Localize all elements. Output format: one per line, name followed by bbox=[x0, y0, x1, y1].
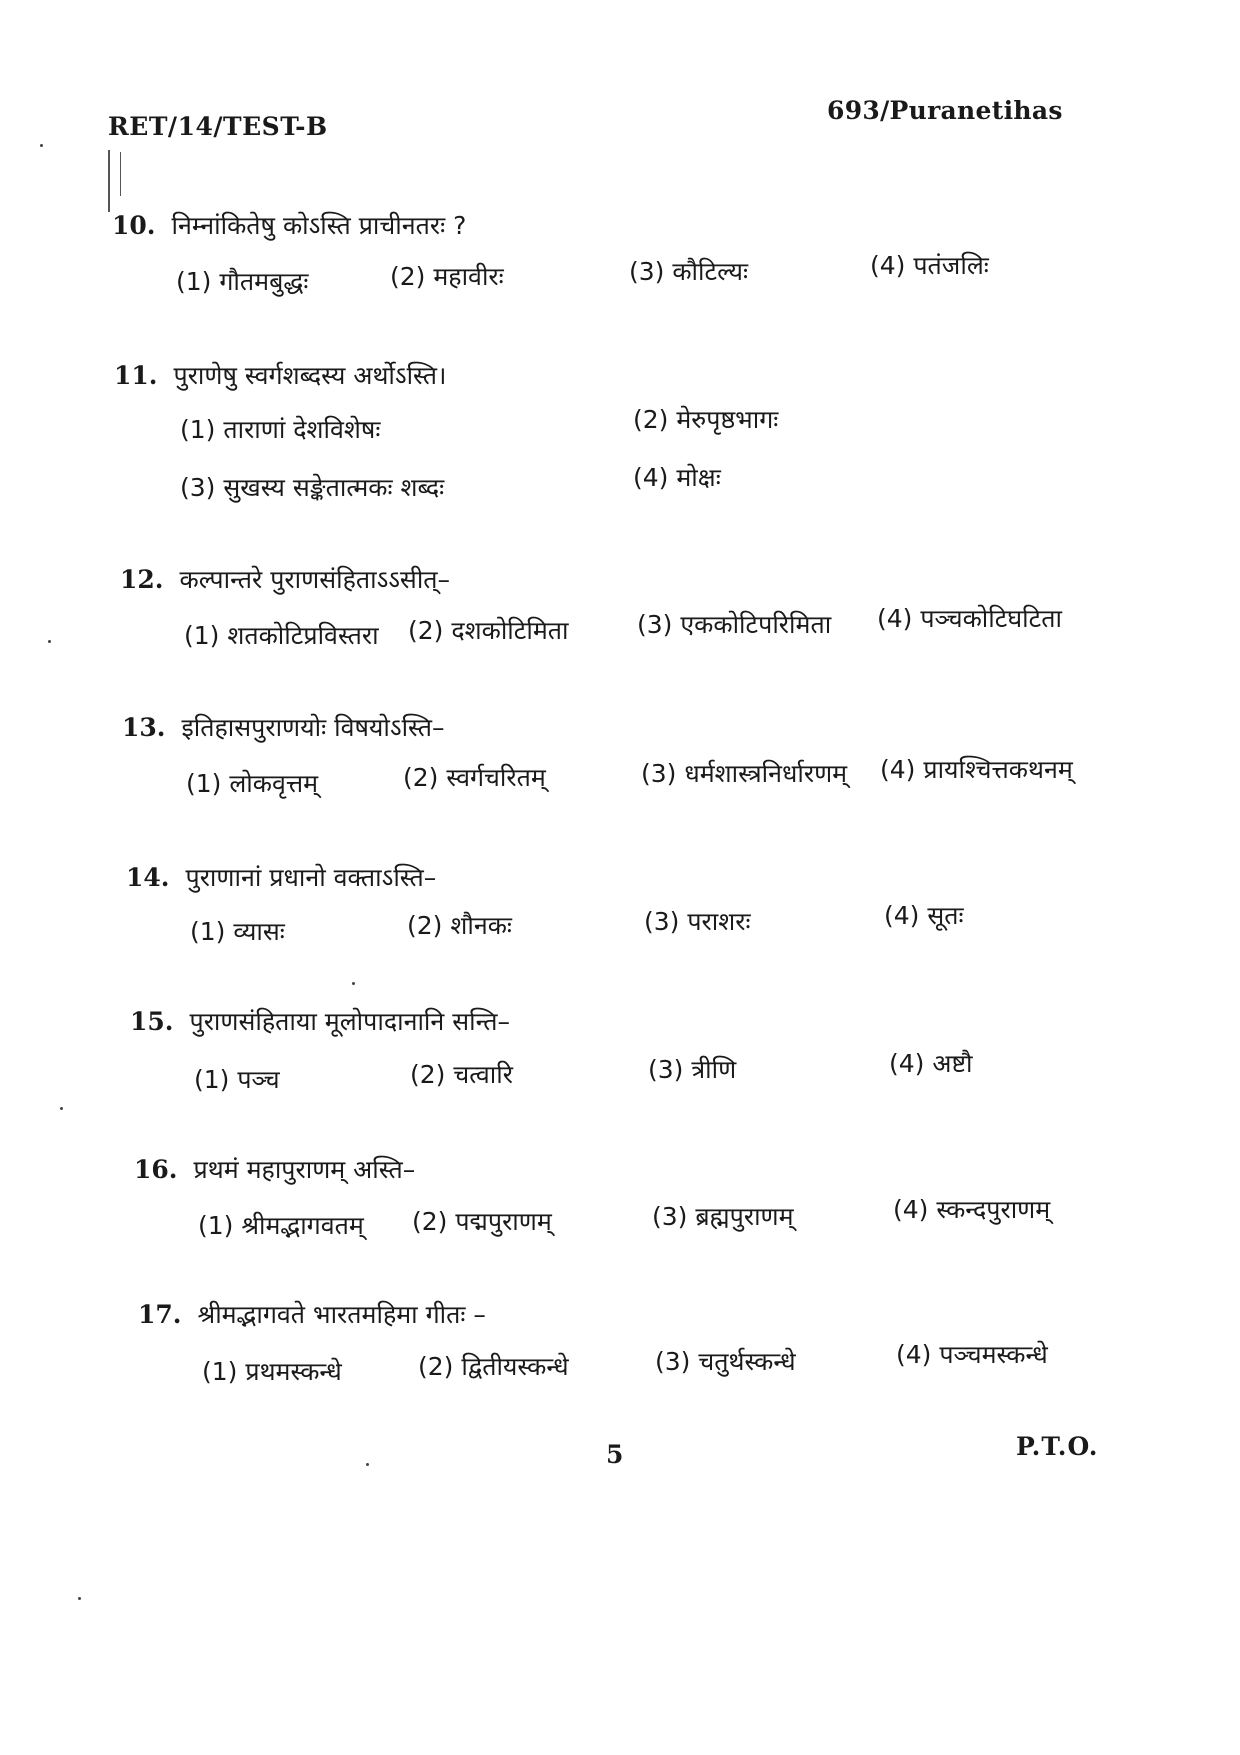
option-3[interactable]: (3) कौटिल्यः bbox=[629, 257, 749, 286]
option-4[interactable]: (4) पञ्चमस्कन्धे bbox=[896, 1340, 1048, 1369]
option-1[interactable]: (1) शतकोटिप्रविस्तरा bbox=[184, 621, 379, 650]
option-1[interactable]: (1) पञ्च bbox=[194, 1065, 280, 1094]
question-number: 16. bbox=[134, 1155, 178, 1184]
pto-label: P.T.O. bbox=[1016, 1432, 1099, 1461]
question-number: 15. bbox=[130, 1007, 174, 1036]
option-3[interactable]: (3) एककोटिपरिमिता bbox=[637, 610, 832, 639]
question-text: इतिहासपुराणयोः विषयोऽस्ति– bbox=[181, 713, 445, 742]
option-2[interactable]: (2) शौनकः bbox=[407, 911, 512, 940]
option-3[interactable]: (3) चतुर्थस्कन्धे bbox=[655, 1347, 796, 1376]
option-4[interactable]: (4) स्कन्दपुराणम् bbox=[893, 1195, 1051, 1224]
scan-speck bbox=[366, 1463, 369, 1466]
option-1[interactable]: (1) व्यासः bbox=[190, 917, 285, 946]
option-4[interactable]: (4) सूतः bbox=[884, 901, 964, 930]
option-2[interactable]: (2) दशकोटिमिता bbox=[408, 616, 569, 645]
question-text: श्रीमद्भागवते भारतमहिमा गीतः – bbox=[197, 1300, 486, 1329]
option-2[interactable]: (2) पद्मपुराणम् bbox=[412, 1207, 552, 1236]
question-text: पुराणानां प्रधानो वक्ताऽस्ति– bbox=[185, 863, 437, 892]
option-2[interactable]: (2) स्वर्गचरितम् bbox=[403, 763, 546, 792]
option-3[interactable]: (3) ब्रह्मपुराणम् bbox=[652, 1202, 794, 1231]
paper-code: RET/14/TEST-B bbox=[108, 112, 328, 141]
option-3[interactable]: (3) त्रीणि bbox=[648, 1055, 737, 1084]
question-text: प्रथमं महापुराणम् अस्ति– bbox=[193, 1155, 416, 1184]
scan-speck bbox=[78, 1597, 81, 1600]
question-text: पुराणेषु स्वर्गशब्दस्य अर्थोऽस्ति। bbox=[173, 361, 447, 390]
option-3[interactable]: (3) सुखस्य सङ्केतात्मकः शब्दः bbox=[180, 473, 445, 502]
option-2[interactable]: (2) चत्वारि bbox=[410, 1060, 513, 1089]
margin-rule bbox=[108, 150, 110, 212]
option-4[interactable]: (4) पञ्चकोटिघटिता bbox=[877, 604, 1062, 633]
option-4[interactable]: (4) अष्टौ bbox=[889, 1049, 973, 1078]
page-number: 5 bbox=[606, 1440, 624, 1469]
scan-speck bbox=[352, 982, 355, 985]
question-number: 14. bbox=[126, 863, 170, 892]
option-1[interactable]: (1) प्रथमस्कन्धे bbox=[202, 1357, 342, 1386]
scan-speck bbox=[60, 1107, 63, 1110]
question-text: पुराणसंहिताया मूलोपादानानि सन्ति– bbox=[189, 1007, 511, 1036]
option-1[interactable]: (1) लोकवृत्तम् bbox=[186, 769, 319, 798]
question-text: कल्पान्तरे पुराणसंहिताऽऽसीत्– bbox=[179, 565, 451, 594]
margin-rule bbox=[120, 152, 121, 196]
question-number: 12. bbox=[120, 565, 164, 594]
option-3[interactable]: (3) धर्मशास्त्रनिर्धारणम् bbox=[641, 759, 848, 788]
scan-speck bbox=[40, 144, 43, 147]
option-1[interactable]: (1) श्रीमद्भागवतम् bbox=[198, 1211, 364, 1240]
scan-speck bbox=[48, 640, 51, 643]
option-2[interactable]: (2) मेरुपृष्ठभागः bbox=[633, 405, 779, 434]
subject-code: 693/Puranetihas bbox=[827, 96, 1063, 125]
question-number: 10. bbox=[112, 211, 156, 240]
option-1[interactable]: (1) ताराणां देशविशेषः bbox=[180, 415, 381, 444]
option-4[interactable]: (4) पतंजलिः bbox=[870, 251, 989, 280]
option-3[interactable]: (3) पराशरः bbox=[644, 907, 751, 936]
option-2[interactable]: (2) द्वितीयस्कन्धे bbox=[418, 1352, 569, 1381]
question-number: 17. bbox=[138, 1300, 182, 1329]
option-1[interactable]: (1) गौतमबुद्धः bbox=[176, 267, 309, 296]
option-2[interactable]: (2) महावीरः bbox=[390, 262, 504, 291]
option-4[interactable]: (4) प्रायश्चित्तकथनम् bbox=[880, 755, 1073, 784]
question-number: 13. bbox=[122, 713, 166, 742]
question-text: निम्नांकितेषु कोऽस्ति प्राचीनतरः ? bbox=[171, 211, 467, 240]
option-4[interactable]: (4) मोक्षः bbox=[633, 463, 721, 492]
question-number: 11. bbox=[114, 361, 158, 390]
